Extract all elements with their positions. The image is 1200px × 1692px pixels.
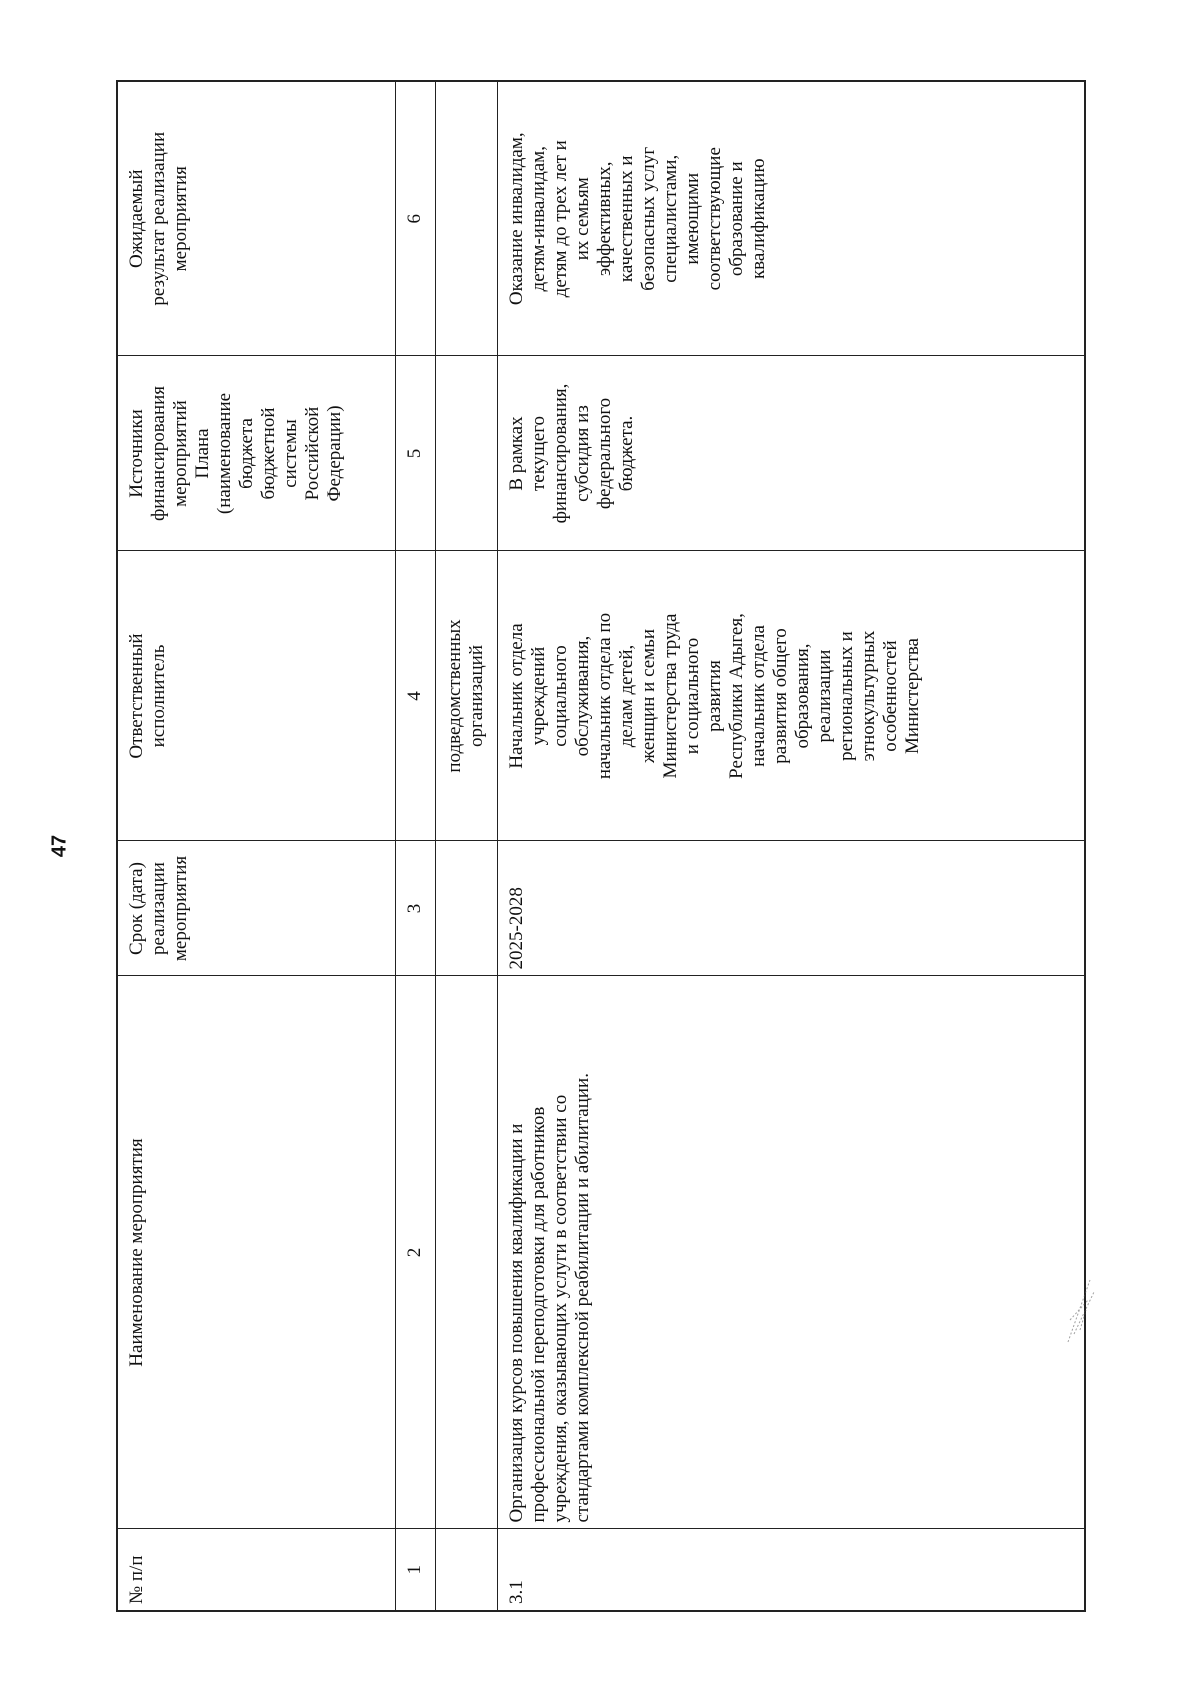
- column-number: 5: [395, 356, 435, 551]
- column-number: 4: [395, 551, 435, 841]
- column-number: 2: [395, 976, 435, 1529]
- row-funding: В рамках текущего финансирования, субсидия из федерального бюджета.: [497, 356, 1085, 551]
- row-name: Организация курсов повышения квалификации и профессиональной переподготовки для работников учреждения, оказывающих услуги в соответствии со стандартами комплексной реабилитации и абилитации.: [497, 976, 1085, 1529]
- header-result: Ожидаемый результат реализации мероприятия: [117, 81, 395, 356]
- rotated-table-container: [116, 82, 1084, 1612]
- continuation-cell: [435, 356, 497, 551]
- row-executor: Начальник отдела учреждений социального обслуживания, начальник отдела по делам детей, женщин и семьи Министерства труда и социального развития Республики Адыгея, начальник отдела развития общего образования, реализации региональных и этнокультурных особенностей Министерства: [497, 551, 1085, 841]
- continuation-cell: [435, 1529, 497, 1611]
- continuation-executor: подведомственных организаций: [435, 551, 497, 841]
- header-executor: Ответственный исполнитель: [117, 551, 395, 841]
- column-numbers-row: [395, 81, 435, 1611]
- header-number: № п/п: [117, 1529, 395, 1611]
- page-number-text: 47: [48, 834, 71, 858]
- row-result: Оказание инвалидам, детям-инвалидам, детям до трех лет и их семьям эффективных, качественных и безопасных услуг специалистами, имеющими соответствующие образование и квалификацию: [497, 81, 1085, 356]
- column-number: 1: [395, 1529, 435, 1611]
- header-name: Наименование мероприятия: [117, 976, 395, 1529]
- measures-table: [116, 80, 1086, 1612]
- header-term: Срок (дата) реализации мероприятия: [117, 841, 395, 976]
- row-term: 2025-2028: [497, 841, 1085, 976]
- pen-mark-scribble: [1060, 1270, 1100, 1350]
- column-number: 3: [395, 841, 435, 976]
- table-row: [497, 81, 1085, 1611]
- continuation-cell: [435, 841, 497, 976]
- row-number: 3.1: [497, 1529, 1085, 1611]
- table-header-row: [117, 81, 395, 1611]
- continuation-row: [435, 81, 497, 1611]
- continuation-cell: [435, 976, 497, 1529]
- header-funding: Источники финансирования мероприятий Плана (наименование бюджета бюджетной системы Российской Федерации): [117, 356, 395, 551]
- continuation-cell: [435, 81, 497, 356]
- column-number: 6: [395, 81, 435, 356]
